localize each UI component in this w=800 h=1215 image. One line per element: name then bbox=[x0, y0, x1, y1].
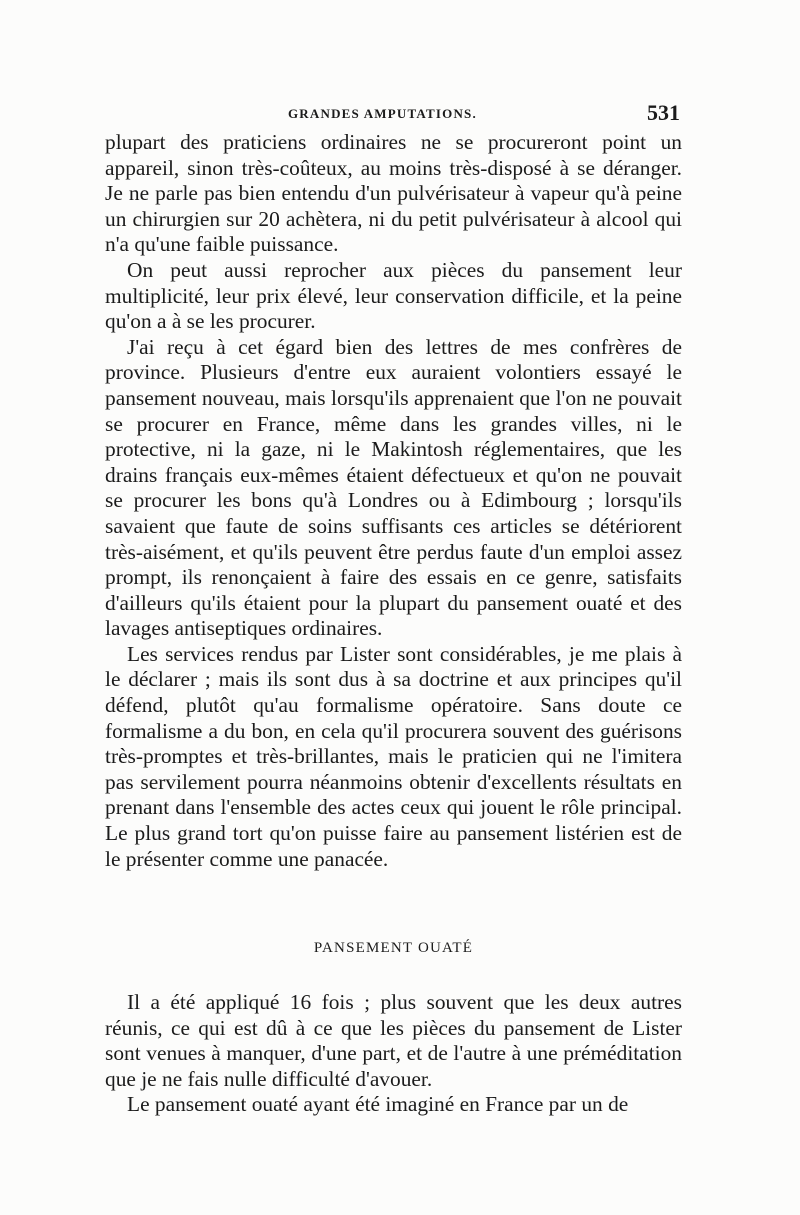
paragraph-1: plupart des praticiens ordinaires ne se procureront point un appareil, sinon très-coûteux, au moins très-disposé à se déranger. Je ne parle pas bien entendu d'un pulvérisateur à vapeur qu'à peine un chirurgien sur 20 achètera, ni du petit pulvérisateur à alcool qui n'a qu'une faible puissance. bbox=[105, 130, 682, 257]
page-number: 531 bbox=[647, 100, 680, 125]
page-header bbox=[105, 100, 680, 130]
paragraph-3: J'ai reçu à cet égard bien des lettres de mes confrères de province. Plusieurs d'entre eux auraient volontiers essayé le pansement nouveau, mais lorsqu'ils apprenaient que l'on ne pouvait se procurer en France, même dans les grandes villes, ni le protective, ni la gaze, ni le Makintosh réglementaires, que les drains français eux-mêmes étaient défectueux et qu'on ne pouvait se procurer les bons qu'à Londres ou à Edimbourg ; lorsqu'ils savaient que faute de soins suffisants ces articles se détériorent très-aisément, et qu'ils peuvent être perdus faute d'un emploi assez prompt, ils renonçaient à faire des essais en ce genre, satisfaits d'ailleurs qu'ils étaient pour la plupart du pansement ouaté et des lavages antiseptiques ordinaires. bbox=[105, 334, 682, 641]
body-text bbox=[105, 130, 682, 872]
section-paragraph-2: Le pansement ouaté ayant été imaginé en France par un de bbox=[127, 1092, 629, 1117]
section-title: PANSEMENT OUATÉ bbox=[313, 940, 474, 956]
paragraph-4: Les services rendus par Lister sont considérables, je me plais à le déclarer ; mais ils sont dus à sa doctrine et aux principes qu'il défend, plutôt qu'au formalisme opératoire. Sans doute ce formalisme a du bon, en cela qu'il procurera souvent des guérisons très-promptes et très-brillantes, mais le praticien qui ne l'imitera pas servilement pourra néanmoins obtenir d'excellents résultats en prenant dans l'ensemble des actes ceux qui jouent le rôle principal. Le plus grand tort qu'on puisse faire au pansement listérien est de le présenter comme une panacée. bbox=[105, 641, 682, 871]
section-paragraph-1: Il a été appliqué 16 fois ; plus souvent que les deux autres réunis, ce qui est dû à ce que les pièces du pansement de Lister sont venues à manquer, d'une part, et de l'autre à une préméditation que je ne fais nulle difficulté d'avouer. bbox=[105, 990, 682, 1091]
paragraph-2: On peut aussi reprocher aux pièces du pansement leur multiplicité, leur prix élevé, leur conservation difficile, et la peine qu'on a à se les procurer. bbox=[105, 257, 682, 334]
running-head: GRANDES AMPUTATIONS. bbox=[288, 106, 477, 121]
section-text bbox=[105, 990, 682, 1118]
